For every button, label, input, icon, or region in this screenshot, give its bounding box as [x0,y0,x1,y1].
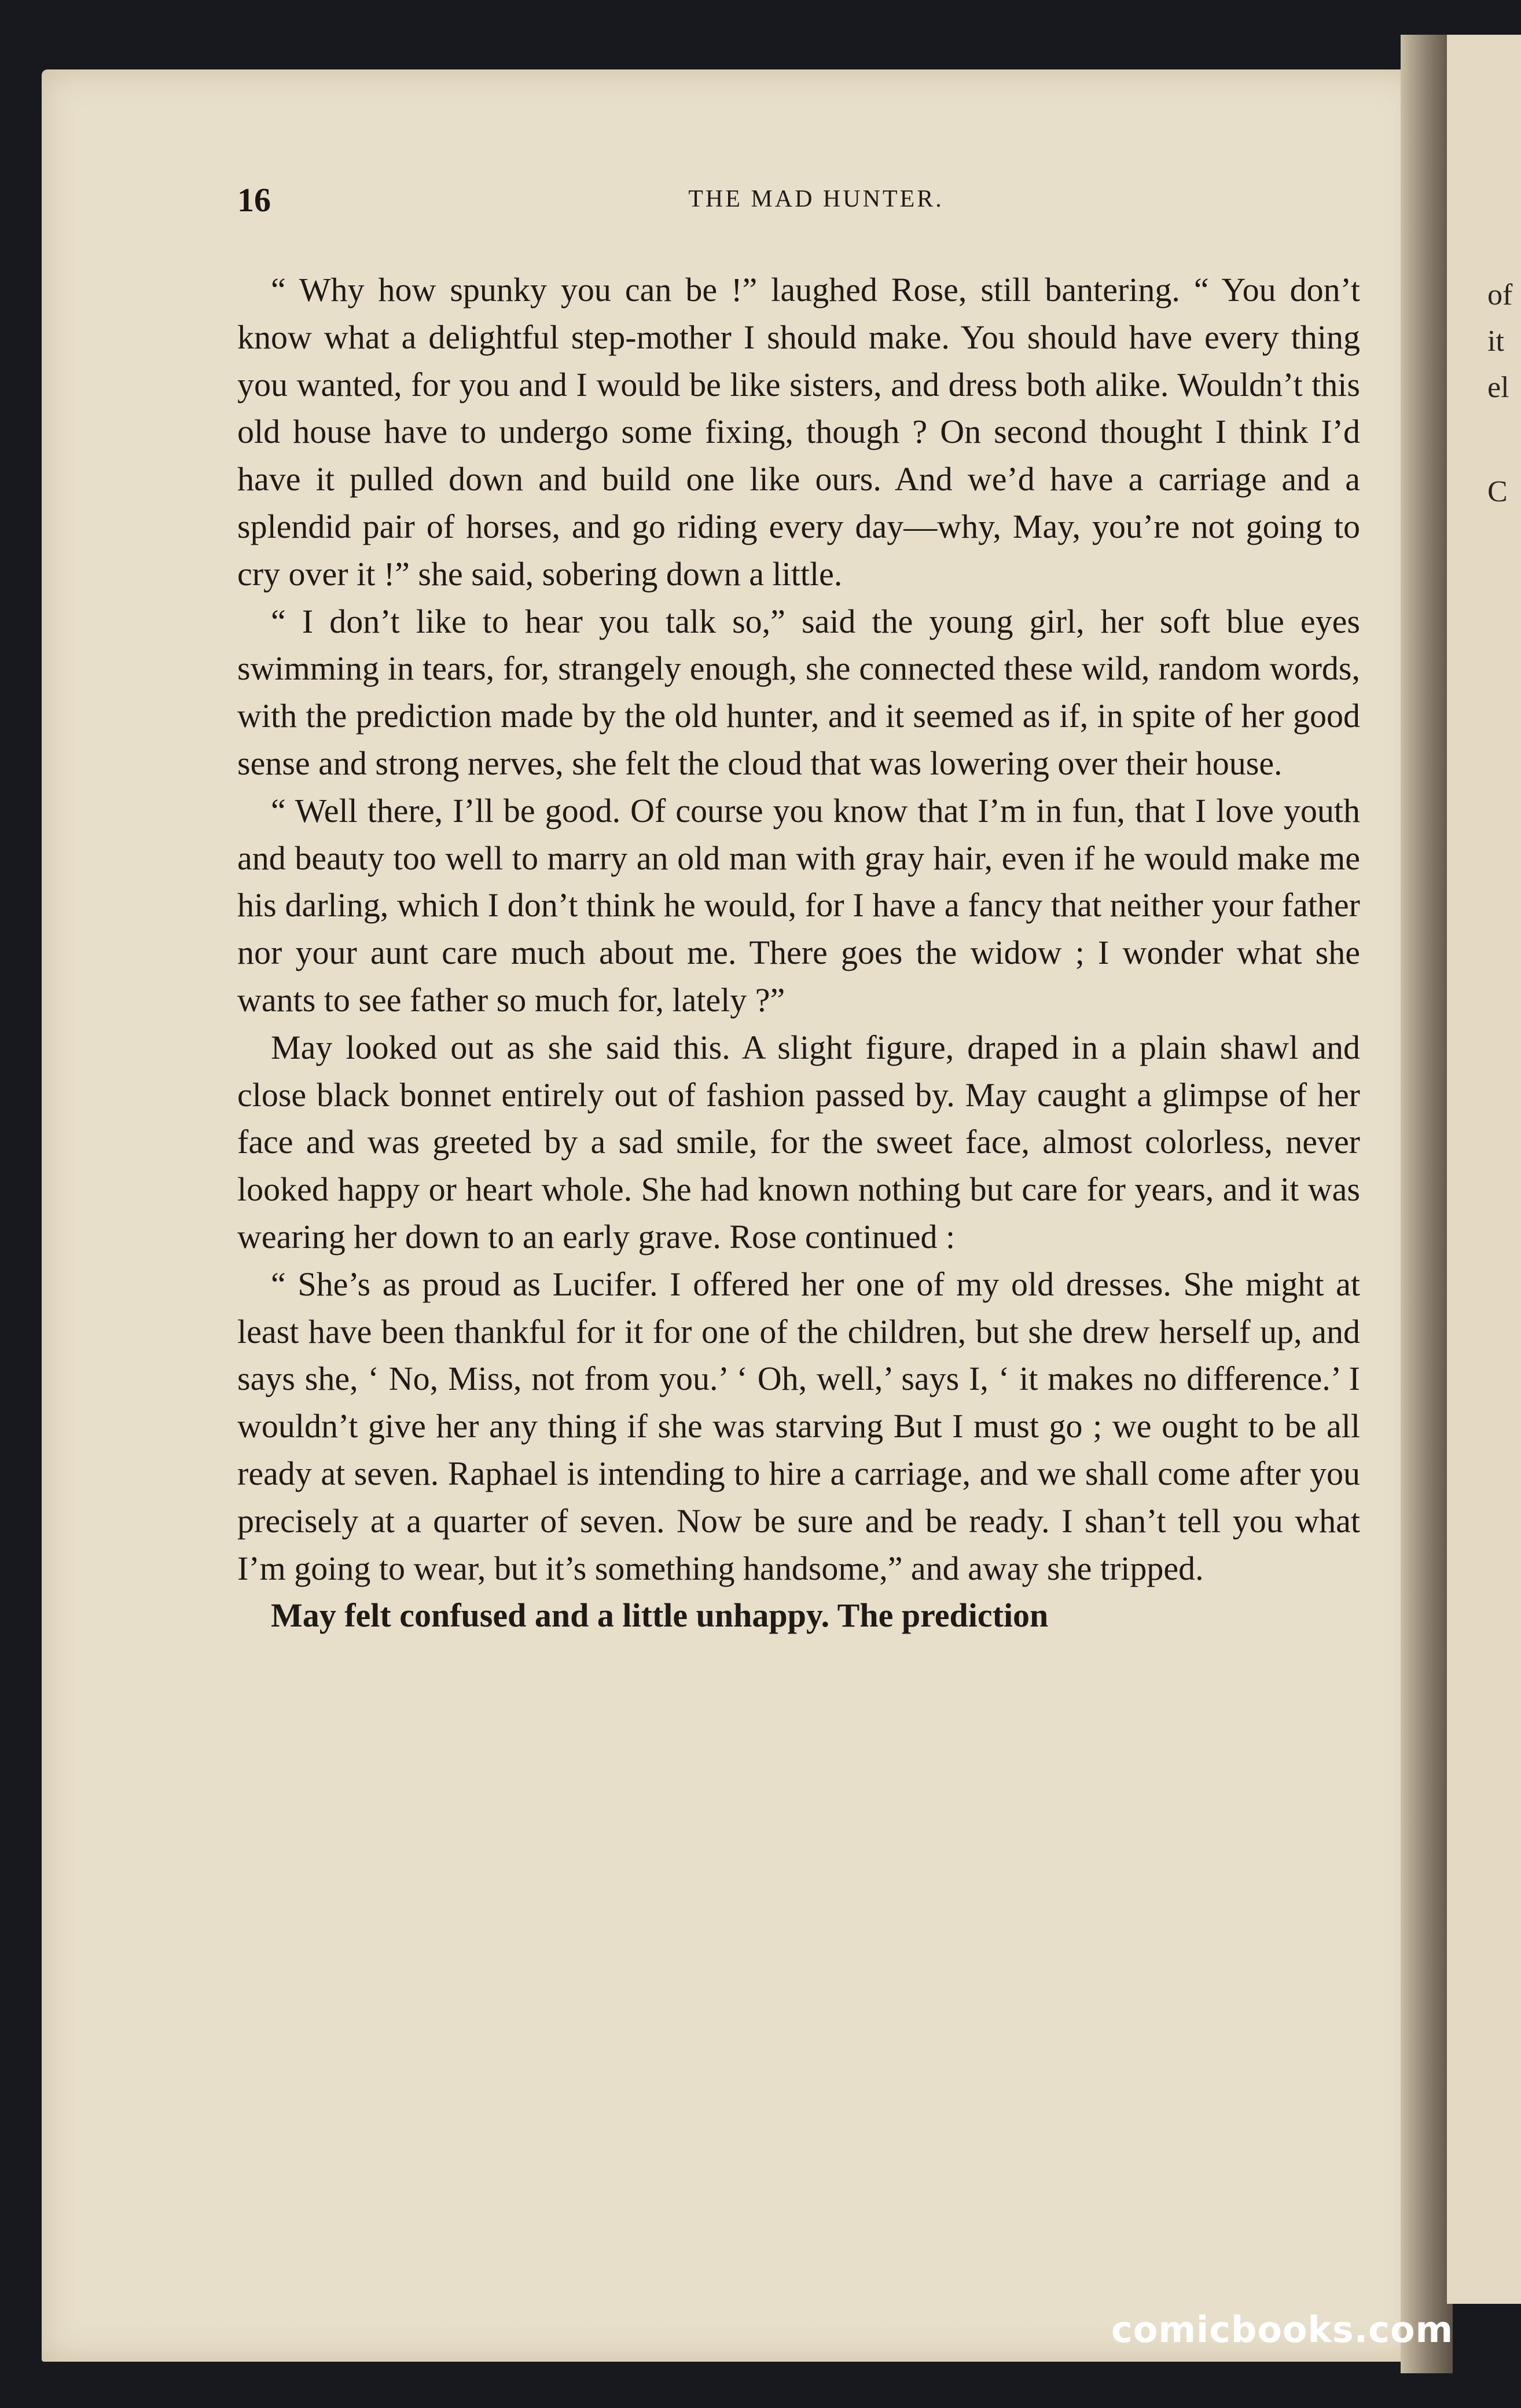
facing-page-fragment: of [1487,278,1513,311]
paragraph: “ Well there, I’ll be good. Of course you know that I’m in fun, that I love youth and beauty too well to marry an old man with gray hair, even if he would make me his darling, which I don’t think he would, for I have a fancy that neither your father nor your aunt care much about me. There goes the widow ; I wonder what she wants to see father so much for, lately ?” [237,791,1360,1019]
paragraph: “ She’s as proud as Lucifer. I offered her one of my old dresses. She might at least have been thankful for it for one of the children, but she drew herself up, and says she, ‘ No, Miss, not from you.’ ‘ Oh, well,’ says I, ‘ it makes no difference.’ I wouldn’t give her any thing if she was starving But I must go ; we ought to be all ready at seven. Raphael is intending to hire a carriage, and we shall come after you precisely at a quarter of seven. Now be sure and be ready. I shan’t tell you what I’m going to wear, but it’s something handsome,” and away she tripped. [237,1265,1360,1587]
site-watermark: comicbooks.com [1111,2308,1454,2351]
paragraph: May looked out as she said this. A slight figure, draped in a plain shawl and close black bonnet entirely out of fashion passed by. May caught a glimpse of her face and was greeted by a sad smile, for the sweet face, almost colorless, never looked happy or heart whole. She had known nothing but care for years, and it was wearing her down to an early grave. Rose continued : [237,1028,1360,1256]
facing-page-fragment: it [1487,325,1504,358]
facing-page-edge [1447,35,1521,2304]
paragraph: “ I don’t like to hear you talk so,” said the young girl, her soft blue eyes swimming in tears, for, strangely enough, she connected these wild, random words, with the prediction made by the old hunter, and it seemed as if, in spite of her good sense and strong nerves, she felt the cloud that was lowering over their house. [237,602,1360,782]
page-number: 16 [237,181,271,219]
page-header [237,181,1395,221]
book-gutter [1401,35,1453,2373]
facing-page-fragment: el [1487,371,1509,404]
facing-page-fragment: C [1487,475,1508,508]
paragraph: May felt confused and a little unhappy. The prediction [271,1596,1049,1635]
paragraph: “ Why how spunky you can be !” laughed Rose, still bantering. “ You don’t know what a delightful step-mother I should make. You should have every thing you wanted, for you and I would be like sisters, and dress both alike. Wouldn’t this old house have to undergo some fixing, though ? On second thought I think I’d have it pulled down and build one like ours. And we’d have a carriage and a splendid pair of horses, and go riding every day—why, May, you’re not going to cry over it !” she said, sobering down a little. [237,271,1360,593]
body-text [237,266,1360,1639]
running-title: THE MAD HUNTER. [688,186,944,212]
